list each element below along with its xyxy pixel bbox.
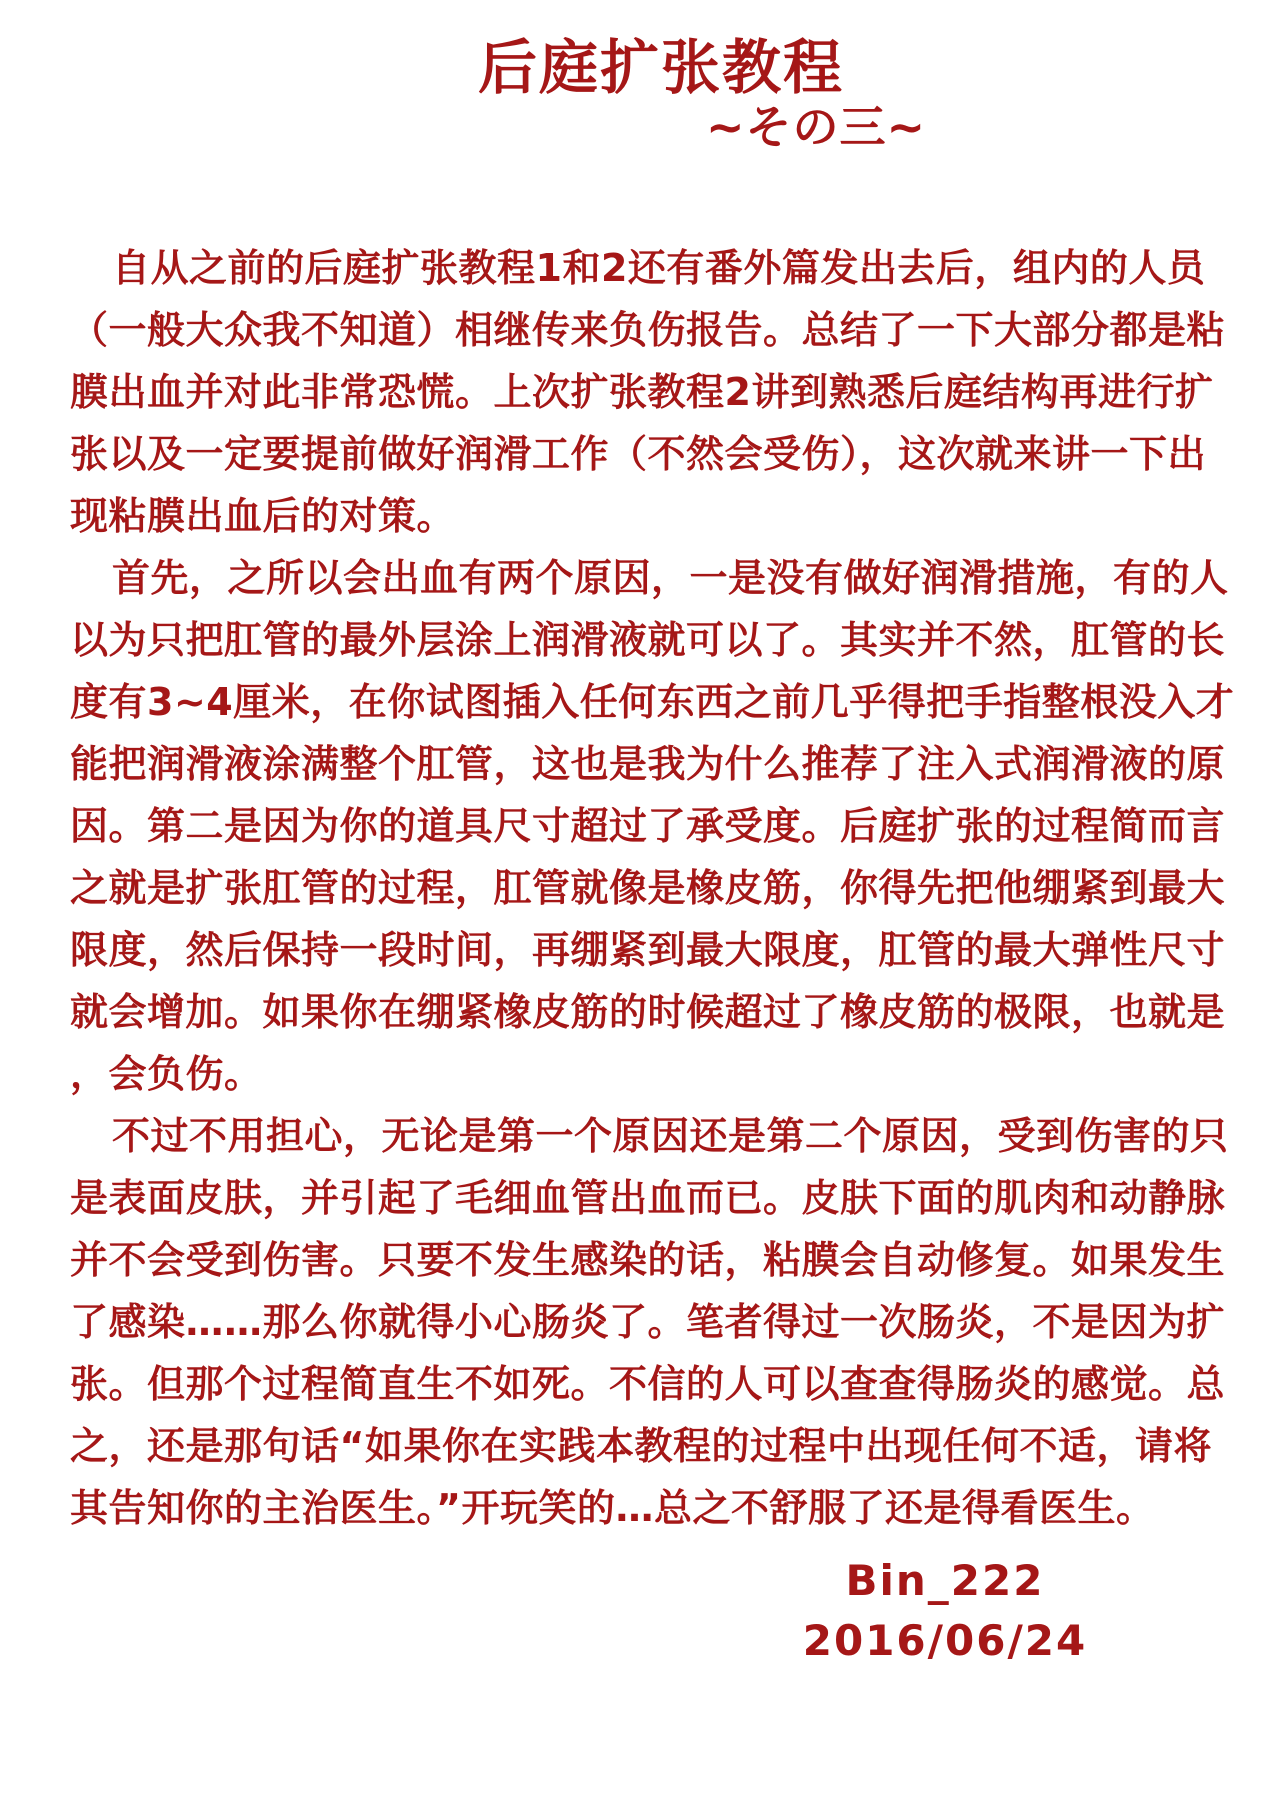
text-line: （一般大众我不知道）相继传来负伤报告。总结了一下大部分都是粘 bbox=[70, 308, 1226, 352]
signature-author: Bin_222 bbox=[845, 1556, 1045, 1605]
text-line: 不过不用担心，无论是第一个原因还是第二个原因，受到伤害的只 bbox=[112, 1114, 1229, 1158]
text-line: 限度，然后保持一段时间，再绷紧到最大限度，肛管的最大弹性尺寸 bbox=[70, 928, 1226, 972]
text-line: 能把润滑液涂满整个肛管，这也是我为什么推荐了注入式润滑液的原 bbox=[70, 742, 1226, 786]
text-line: 之，还是那句话“如果你在实践本教程的过程中出现任何不适，请将 bbox=[70, 1424, 1212, 1468]
text-line: 并不会受到伤害。只要不发生感染的话，粘膜会自动修复。如果发生 bbox=[70, 1238, 1226, 1282]
text-line: 其告知你的主治医生。”开玩笑的…总之不舒服了还是得看医生。 bbox=[70, 1486, 1155, 1530]
text-line: 自从之前的后庭扩张教程1和2还有番外篇发出去后，组内的人员 bbox=[112, 246, 1206, 290]
text-line: 张。但那个过程简直生不如死。不信的人可以查查得肠炎的感觉。总 bbox=[70, 1362, 1226, 1406]
text-line: 度有3~4厘米，在你试图插入任何东西之前几乎得把手指整根没入才 bbox=[70, 680, 1235, 724]
signature-date: 2016/06/24 bbox=[802, 1616, 1088, 1665]
text-line: 张以及一定要提前做好润滑工作（不然会受伤），这次就来讲一下出 bbox=[70, 432, 1207, 476]
body-text bbox=[70, 237, 1235, 1539]
text-line: 以为只把肛管的最外层涂上润滑液就可以了。其实并不然，肛管的长 bbox=[70, 618, 1226, 662]
text-line: 膜出血并对此非常恐慌。上次扩张教程2讲到熟悉后庭结构再进行扩 bbox=[70, 370, 1214, 414]
document-subtitle: ~その三~ bbox=[705, 100, 927, 154]
text-line: 因。第二是因为你的道具尺寸超过了承受度。后庭扩张的过程简而言 bbox=[70, 804, 1226, 848]
signature bbox=[695, 1556, 1195, 1665]
text-line: 现粘膜出血后的对策。 bbox=[70, 494, 456, 538]
text-line: 之就是扩张肛管的过程，肛管就像是橡皮筋，你得先把他绷紧到最大 bbox=[70, 866, 1226, 910]
text-line: 是表面皮肤，并引起了毛细血管出血而已。皮肤下面的肌肉和动静脉 bbox=[70, 1176, 1226, 1220]
text-line: 首先，之所以会出血有两个原因，一是没有做好润滑措施，有的人 bbox=[112, 556, 1229, 600]
document-title: 后庭扩张教程 bbox=[477, 33, 844, 102]
text-line: ，会负伤。 bbox=[70, 1052, 263, 1096]
text-line: 就会增加。如果你在绷紧橡皮筋的时候超过了橡皮筋的极限，也就是 bbox=[70, 990, 1226, 1034]
text-line: 了感染……那么你就得小心肠炎了。笔者得过一次肠炎，不是因为扩 bbox=[70, 1300, 1226, 1344]
